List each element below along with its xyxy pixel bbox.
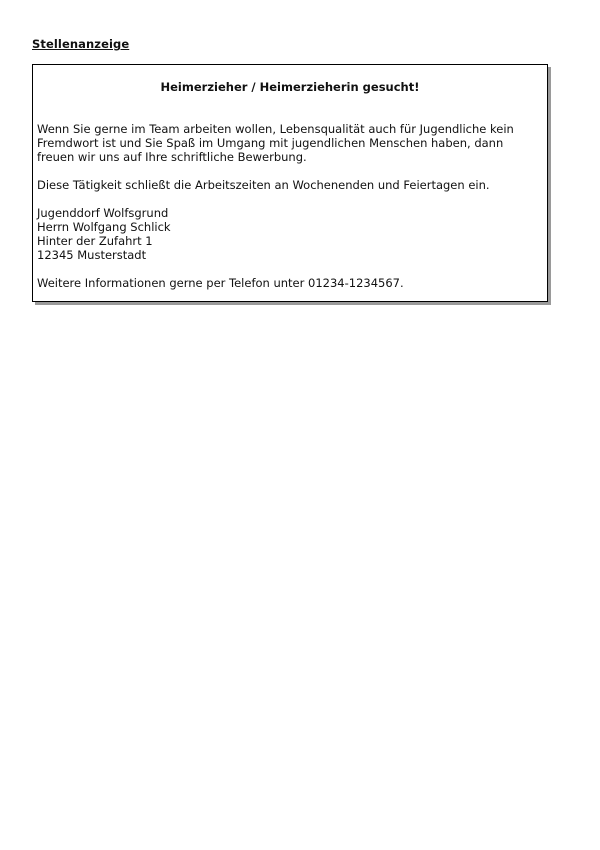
job-ad-contact-info: Weitere Informationen gerne per Telefon unter 01234-1234567. [37,276,404,290]
job-ad-address [37,206,543,262]
address-street: Hinter der Zufahrt 1 [37,234,153,248]
address-contact-person: Herrn Wolfgang Schlick [37,220,171,234]
job-ad-schedule: Diese Tätigkeit schließt die Arbeitszeiten an Wochenenden und Feiertagen ein. [37,178,490,192]
intro-line: freuen wir uns auf Ihre schriftliche Bewerbung. [37,150,307,164]
job-ad-intro [37,122,543,164]
job-ad-box [32,64,548,302]
address-city: 12345 Musterstadt [37,248,147,262]
address-organization: Jugenddorf Wolfsgrund [37,206,169,220]
job-ad-title: Heimerzieher / Heimerzieherin gesucht! [160,80,420,94]
intro-line: Fremdwort ist und Sie Spaß im Umgang mit jugendlichen Menschen haben, dann [37,136,504,150]
page-heading: Stellenanzeige [32,37,130,51]
intro-line: Wenn Sie gerne im Team arbeiten wollen, Lebensqualität auch für Jugendliche kein [37,122,514,136]
